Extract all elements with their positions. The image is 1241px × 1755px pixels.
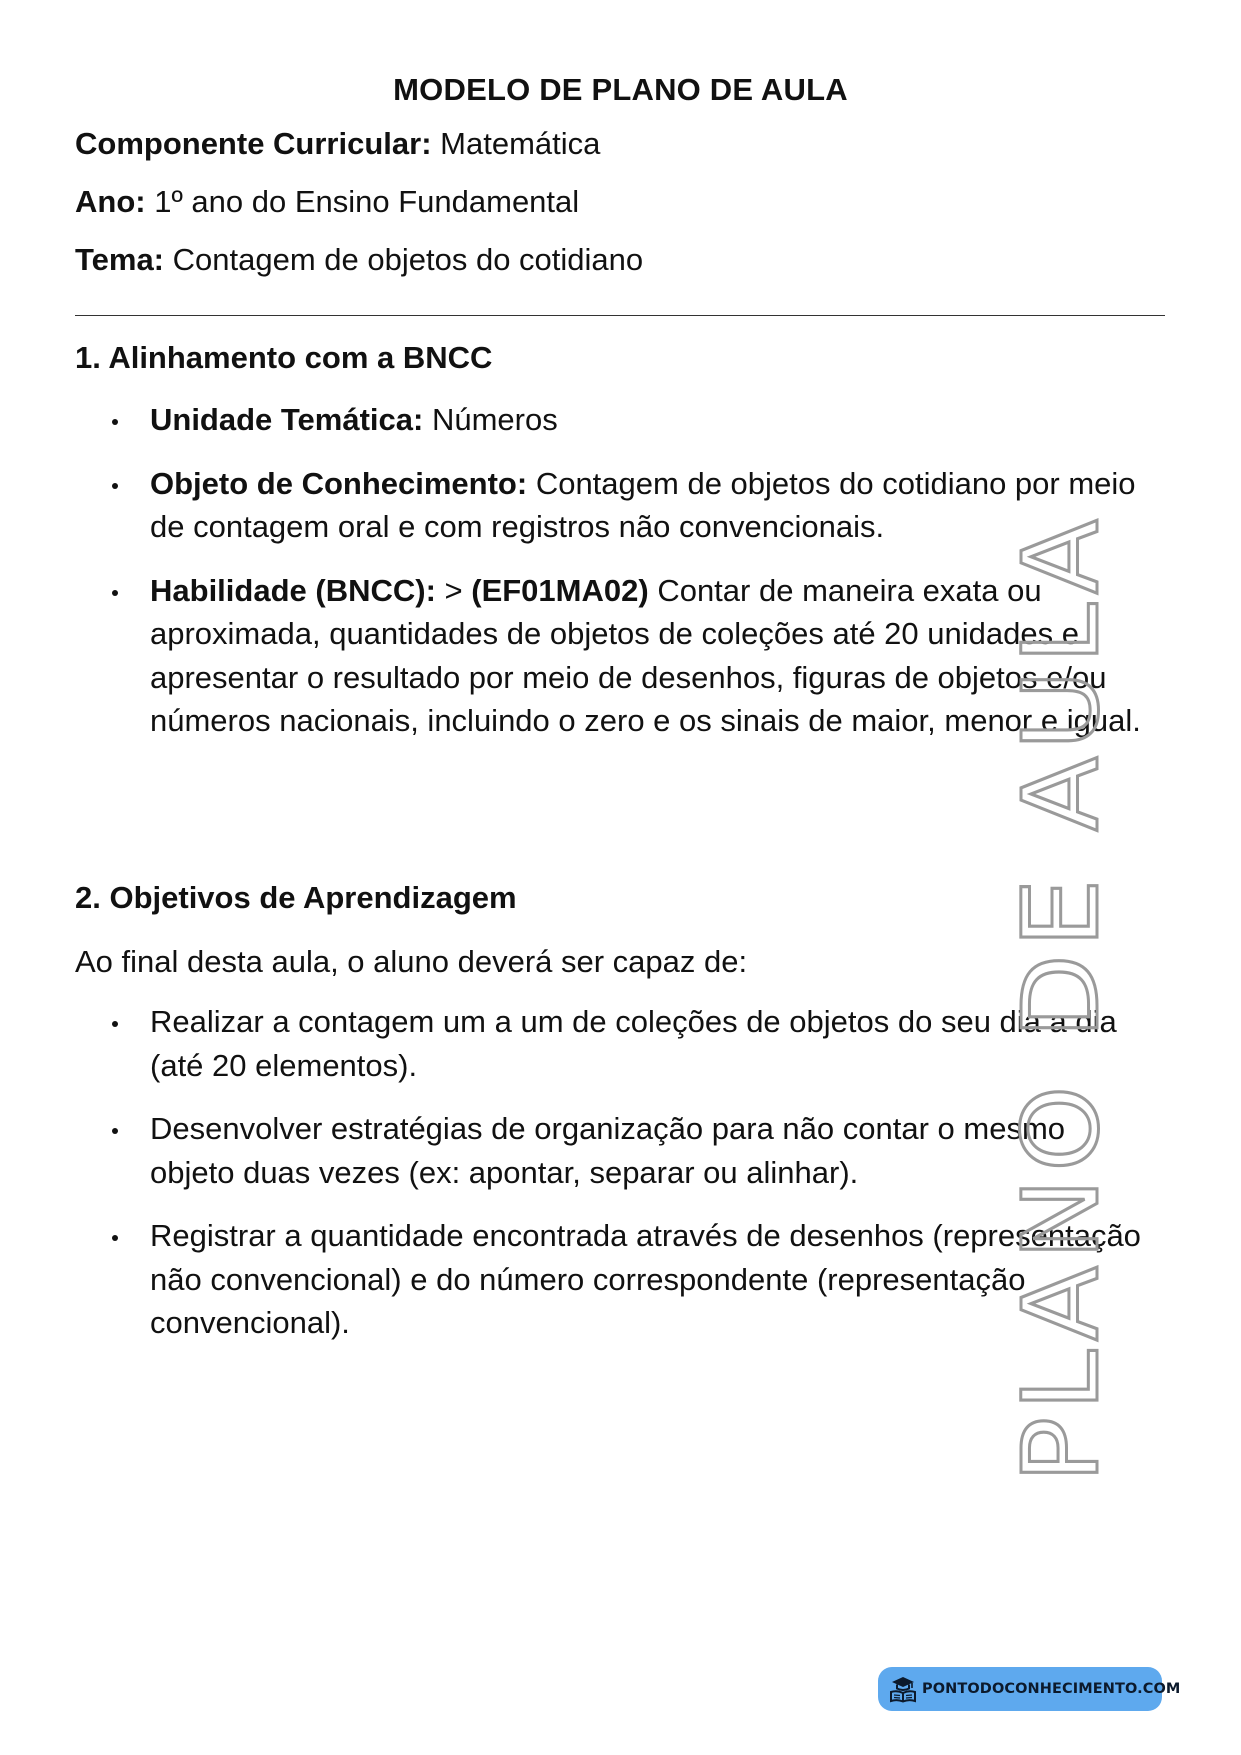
list-item [75, 1000, 1145, 1087]
bullet-text: Contar de maneira exata ou aproximada, quantidades de objetos de coleções até 20 unidades e apresentar o resultado por meio de desenhos, figuras de objetos e/ou números nacionais, incluindo o zero e os sinais de maior, menor e igual. [150, 572, 1141, 738]
list-item [75, 1214, 1145, 1345]
meta-tema [75, 240, 643, 280]
section-2-intro: Ao final desta aula, o aluno deverá ser capaz de: [75, 944, 748, 979]
bncc-code: (EF01MA02) [471, 572, 649, 608]
section-1-heading: 1. Alinhamento com a BNCC [75, 340, 493, 375]
meta-tema-label: Tema: [75, 242, 165, 277]
meta-componente-value: Matemática [440, 126, 601, 161]
bullet-dot-icon [112, 419, 118, 425]
meta-componente-label: Componente Curricular: [75, 126, 432, 161]
bullet-dot-icon [112, 1128, 118, 1134]
bullet-text: Registrar a quantidade encontrada através de desenhos (representação não convencional) e do número correspondente (representação convencional). [150, 1218, 1141, 1340]
bullet-dot-icon [112, 1021, 118, 1027]
meta-ano-value: 1º ano do Ensino Fundamental [154, 184, 580, 219]
bullet-dot-icon [112, 1235, 118, 1241]
bullet-prefix: > [444, 572, 463, 608]
website-badge[interactable] [878, 1667, 1181, 1711]
bullet-dot-icon [112, 590, 118, 596]
vertical-watermark [1000, 508, 1215, 1488]
bullet-label: Habilidade (BNCC): [150, 572, 436, 608]
bullet-text: Realizar a contagem um a um de coleções de objetos do seu dia a dia (até 20 elementos). [150, 1004, 1117, 1083]
bullet-text: Contagem de objetos do cotidiano por meio de contagem oral e com registros não convencionais. [150, 465, 1136, 544]
bullet-text: Números [431, 402, 558, 437]
section-2-heading: 2. Objetivos de Aprendizagem [75, 880, 517, 915]
list-item [75, 1107, 1145, 1194]
meta-ano [75, 182, 579, 222]
meta-tema-value: Contagem de objetos do cotidiano [172, 242, 644, 277]
bullet-label: Unidade Temática: [150, 402, 424, 437]
meta-componente [75, 124, 600, 164]
book-graduation-icon [888, 1674, 918, 1704]
meta-ano-label: Ano: [75, 184, 146, 219]
website-url[interactable]: PONTODOCONHECIMENTO.COM [922, 1681, 1181, 1697]
section-1-list [75, 398, 1145, 743]
watermark-text: PLANO DE AULA [1000, 560, 1122, 1483]
header-divider [75, 315, 1165, 316]
list-item [75, 462, 1145, 549]
bullet-text: Desenvolver estratégias de organização para não contar o mesmo objeto duas vezes (ex: apontar, separar ou alinhar). [150, 1111, 1066, 1190]
list-item [75, 398, 1145, 442]
list-item [75, 569, 1145, 743]
document-title: MODELO DE PLANO DE AULA [393, 72, 848, 107]
watermark-svg [1000, 508, 1215, 1488]
bullet-dot-icon [112, 483, 118, 489]
section-2-list [75, 1000, 1145, 1345]
bullet-label: Objeto de Conhecimento: [150, 465, 528, 501]
